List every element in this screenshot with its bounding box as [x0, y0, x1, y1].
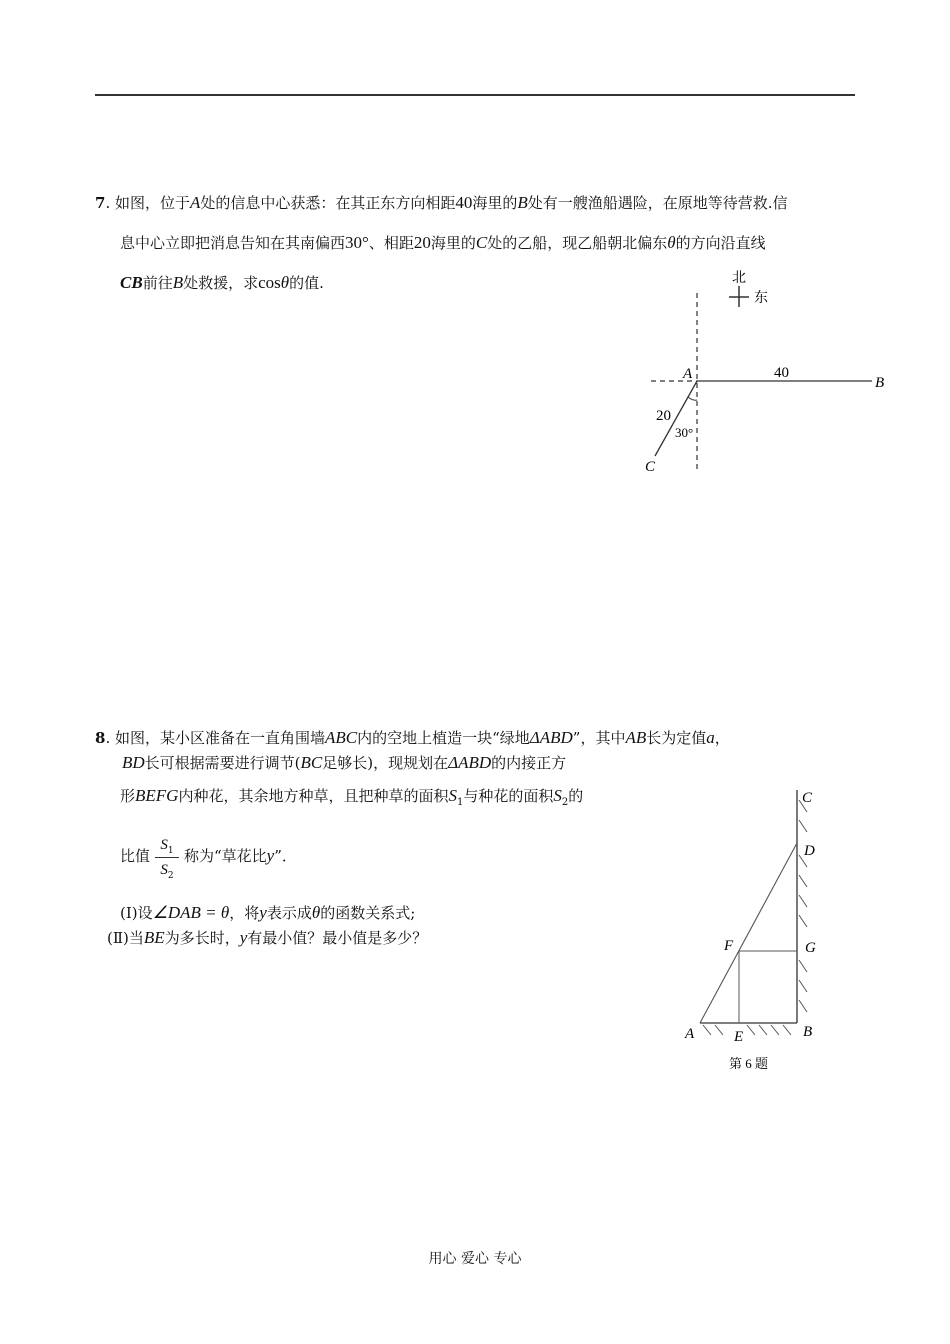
point-A-label: A [685, 1026, 695, 1042]
ratio-fraction: $S_1$ $S_2$ [152, 835, 182, 880]
q8-line4-prefix: 比值 [120, 847, 151, 865]
compass-east-label: 东 [754, 291, 768, 306]
point-B-label: B [803, 1024, 813, 1040]
distance-AC-label: 20 [656, 408, 671, 424]
q8-line1: 8. 如图，某小区准备在一直角围墙ABC内的空地上植造一块“绿地ΔABD”，其中AB长为定值a， [95, 728, 730, 747]
q8-line3: 形BEFG内种花，其余地方种草，且把种草的面积$S_1$与种花的面积$S_2$的 [120, 786, 584, 808]
q7-line1: 7. 如图，位于A处的信息中心获悉：在其正东方向相距40海里的B处有一艘渔船遇险，在原地等待营救.信 [95, 193, 788, 212]
q8-line2: BD长可根据需要进行调节(BC足够长)，现规划在ΔABD的内接正方 [122, 753, 567, 772]
q7-number: 7 [95, 194, 106, 212]
figure-caption: 第 6 题 [729, 1056, 769, 1071]
point-A-label: A [683, 366, 693, 382]
angle-label: 30° [675, 425, 694, 440]
wall-hatching [799, 800, 807, 1012]
q8-part1: (Ⅰ)设∠DAB = θ，将y表示成θ的函数关系式; [120, 903, 416, 922]
q8-line4-suffix: 称为“草花比y”． [184, 846, 297, 865]
compass-north-label: 北 [732, 271, 746, 286]
hypotenuse-AD [700, 843, 797, 1023]
point-E-label: E [734, 1029, 744, 1045]
q7-line3: CB前往B处救援，求cosθ的值. [120, 273, 324, 292]
point-G-label: G [805, 940, 816, 956]
q8-number: 8 [95, 729, 106, 747]
point-C-label: C [645, 459, 656, 475]
point-D-label: D [804, 843, 815, 859]
page-footer: 用心 爱心 专心 [428, 1251, 522, 1267]
q7-line2: 息中心立即把消息告知在其南偏西30°、相距20海里的C处的乙船，现乙船朝北偏东θ的方向沿直线 [120, 233, 766, 252]
point-C-label: C [802, 790, 813, 806]
point-B-label: B [875, 375, 885, 391]
distance-AB-label: 40 [774, 365, 789, 381]
ground-hatching [703, 1025, 791, 1035]
q8-part2: (Ⅱ)当BE为多长时，y有最小值？最小值是多少？ [107, 928, 428, 947]
point-F-label: F [724, 938, 734, 954]
